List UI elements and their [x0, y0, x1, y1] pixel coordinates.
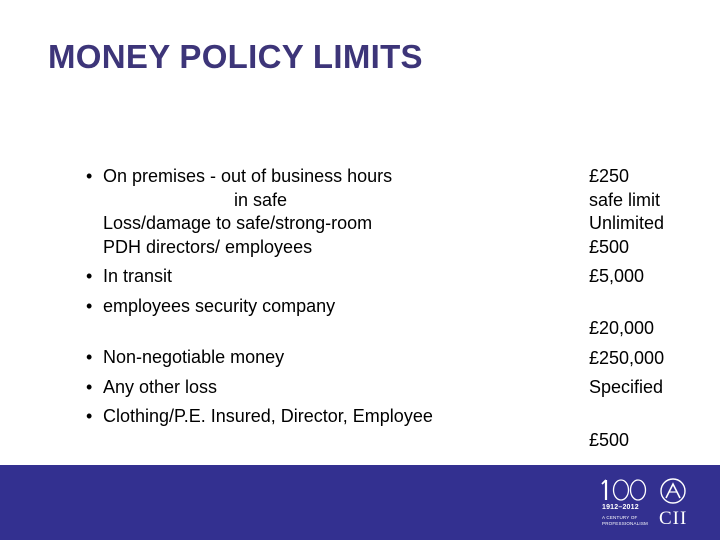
left-bullet-group-1	[86, 165, 392, 318]
bullet-continuation: Loss/damage to safe/strong-room	[103, 213, 373, 233]
bullet-text: Any other loss	[103, 376, 218, 397]
cii-centenary-logo	[600, 476, 700, 536]
bullet-continuation: in safe	[234, 189, 288, 210]
bullet-dot: •	[86, 376, 93, 397]
bullet-text: On premises - out of business hours	[103, 166, 393, 186]
bullet-dot: •	[86, 406, 93, 426]
right-values-group-1	[589, 165, 664, 289]
bullet-item	[86, 346, 433, 370]
bullet-item	[86, 295, 392, 319]
cii-logotype: CII	[659, 508, 688, 529]
slide-title: MONEY POLICY LIMITS	[48, 38, 423, 75]
limit-value: £250	[589, 166, 630, 186]
limit-value: £250,000	[589, 347, 665, 368]
logo-tagline: A CENTURY OF	[602, 515, 638, 520]
right-values-group-2	[589, 317, 664, 400]
bullet-dot: •	[86, 166, 93, 186]
bullet-text: In transit	[103, 266, 173, 286]
limit-value: £500	[589, 236, 630, 257]
bullet-dot: •	[86, 295, 93, 316]
right-value-last: £500	[589, 430, 630, 450]
bullet-continuation: PDH directors/ employees	[103, 236, 313, 257]
bullet-item	[86, 165, 392, 189]
cii-crest-icon	[658, 476, 688, 506]
limit-value: safe limit	[589, 189, 661, 210]
limit-value: £20,000	[589, 318, 655, 338]
left-bullet-group-2	[86, 346, 433, 429]
bullet-text: Non-negotiable money	[103, 347, 285, 367]
centenary-100-icon	[600, 478, 652, 502]
limit-value: Unlimited	[589, 213, 665, 233]
bullet-item	[86, 265, 392, 289]
limit-value: £5,000	[589, 266, 645, 286]
bullet-item	[86, 405, 433, 429]
bullet-item	[86, 376, 433, 400]
bullet-text: Clothing/P.E. Insured, Director, Employee	[103, 406, 433, 426]
limit-value: Specified	[589, 377, 664, 397]
logo-tagline: PROFESSIONALISM	[602, 521, 649, 526]
bullet-dot: •	[86, 347, 93, 367]
bullet-text: employees security company	[103, 295, 336, 316]
bullet-dot: •	[86, 266, 93, 286]
logo-years: 1912–2012	[602, 504, 639, 511]
